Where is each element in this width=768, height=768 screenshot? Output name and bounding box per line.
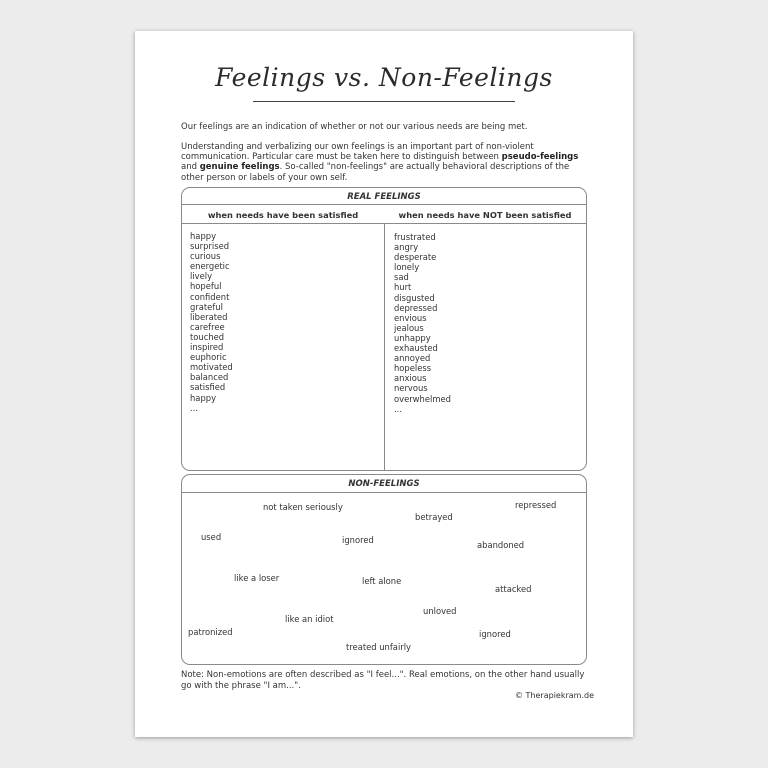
real-feelings-divider	[182, 204, 586, 205]
feeling-item: liberated	[190, 311, 228, 322]
real-feelings-box	[181, 187, 587, 471]
column-divider	[384, 223, 385, 470]
feeling-item: exhausted	[394, 343, 438, 354]
feeling-item: sad	[394, 272, 409, 283]
worksheet-page	[135, 31, 633, 737]
non-feeling-word: ignored	[342, 535, 374, 545]
satisfied-column-heading: when needs have been satisfied	[207, 210, 359, 220]
feeling-item: lonely	[394, 262, 420, 273]
intro-bold-pseudo-feelings: pseudo-feelings	[501, 152, 579, 163]
feeling-item: surprised	[190, 241, 230, 252]
feeling-item: desperate	[394, 252, 437, 263]
feeling-item: angry	[394, 242, 419, 253]
non-feeling-word: treated unfairly	[346, 642, 411, 652]
non-feeling-word: like an idiot	[285, 614, 334, 624]
feeling-item: grateful	[190, 301, 223, 312]
feeling-item: disgusted	[394, 292, 435, 303]
feeling-item: jealous	[394, 322, 424, 333]
satisfied-feelings-list	[190, 231, 233, 413]
non-feeling-word: patronized	[188, 627, 233, 637]
non-feeling-word: betrayed	[415, 512, 453, 522]
feeling-item: hopeful	[190, 281, 222, 292]
non-feeling-word: attacked	[495, 584, 532, 594]
feeling-item: hurt	[394, 282, 412, 293]
feeling-item: motivated	[190, 362, 233, 373]
not-satisfied-column-heading: when needs have NOT been satisfied	[398, 210, 572, 220]
non-feeling-word: ignored	[479, 629, 511, 639]
intro-text-part-2: and	[181, 162, 200, 173]
non-feeling-word: like a loser	[234, 573, 280, 583]
feeling-item: anxious	[394, 373, 427, 384]
non-feelings-box	[181, 474, 587, 665]
feeling-item: envious	[394, 312, 427, 323]
real-feelings-heading: REAL FEELINGS	[347, 192, 421, 202]
feeling-item: balanced	[190, 372, 229, 383]
title-underline	[253, 101, 515, 102]
non-feeling-word: used	[201, 532, 222, 542]
feeling-item: depressed	[394, 302, 438, 313]
feeling-item: nervous	[394, 383, 428, 394]
feeling-item: annoyed	[394, 353, 431, 364]
non-feeling-word: repressed	[515, 500, 557, 510]
title-block	[135, 59, 633, 115]
feeling-item: unhappy	[394, 332, 431, 343]
copyright-notice: © Therapiekram.de	[515, 691, 594, 700]
not-satisfied-feelings-list	[394, 232, 451, 414]
footnote: Note: Non-emotions are often described as "I feel...". Real emotions, on the other hand usually go with the phrase "I am...".	[181, 670, 585, 691]
feeling-item: frustrated	[394, 232, 436, 242]
non-feeling-word: not taken seriously	[263, 502, 343, 512]
non-feeling-word: left alone	[362, 576, 402, 586]
feeling-item: ...	[394, 403, 402, 414]
feeling-item: confident	[190, 291, 230, 302]
page-title: Feelings vs. Non-Feelings	[215, 63, 553, 92]
feeling-item: satisfied	[190, 382, 226, 393]
non-feeling-word: abandoned	[477, 540, 525, 550]
feeling-item: carefree	[190, 321, 225, 332]
feeling-item: lively	[190, 271, 213, 282]
feeling-item: touched	[190, 331, 225, 342]
feeling-item: energetic	[190, 261, 230, 272]
feeling-item: inspired	[190, 342, 224, 353]
feeling-item: overwhelmed	[394, 393, 451, 404]
feeling-item: ...	[190, 402, 198, 413]
feeling-item: happy	[190, 392, 217, 403]
feeling-item: euphoric	[190, 352, 227, 363]
non-feeling-word: unloved	[423, 606, 457, 616]
intro-bold-genuine-feelings: genuine feelings	[199, 162, 280, 173]
feeling-item: curious	[190, 251, 221, 262]
non-feelings-divider	[182, 492, 586, 493]
non-feelings-heading: NON-FEELINGS	[348, 479, 420, 489]
intro-paragraph-1: Our feelings are an indication of whether or not our various needs are being met.	[181, 122, 528, 132]
intro-text-part-3: . So-called "non-feelings" are actually behavioral descriptions of the other person or labels of your own self.	[181, 162, 570, 183]
feeling-item: hopeless	[394, 363, 432, 374]
intro-text-part-1: Understanding and verbalizing our own feelings is an important part of non-violent communication. Particular care must be taken here to distinguish between	[181, 142, 534, 163]
feeling-item: happy	[190, 231, 217, 241]
intro-paragraph-2	[181, 142, 593, 183]
